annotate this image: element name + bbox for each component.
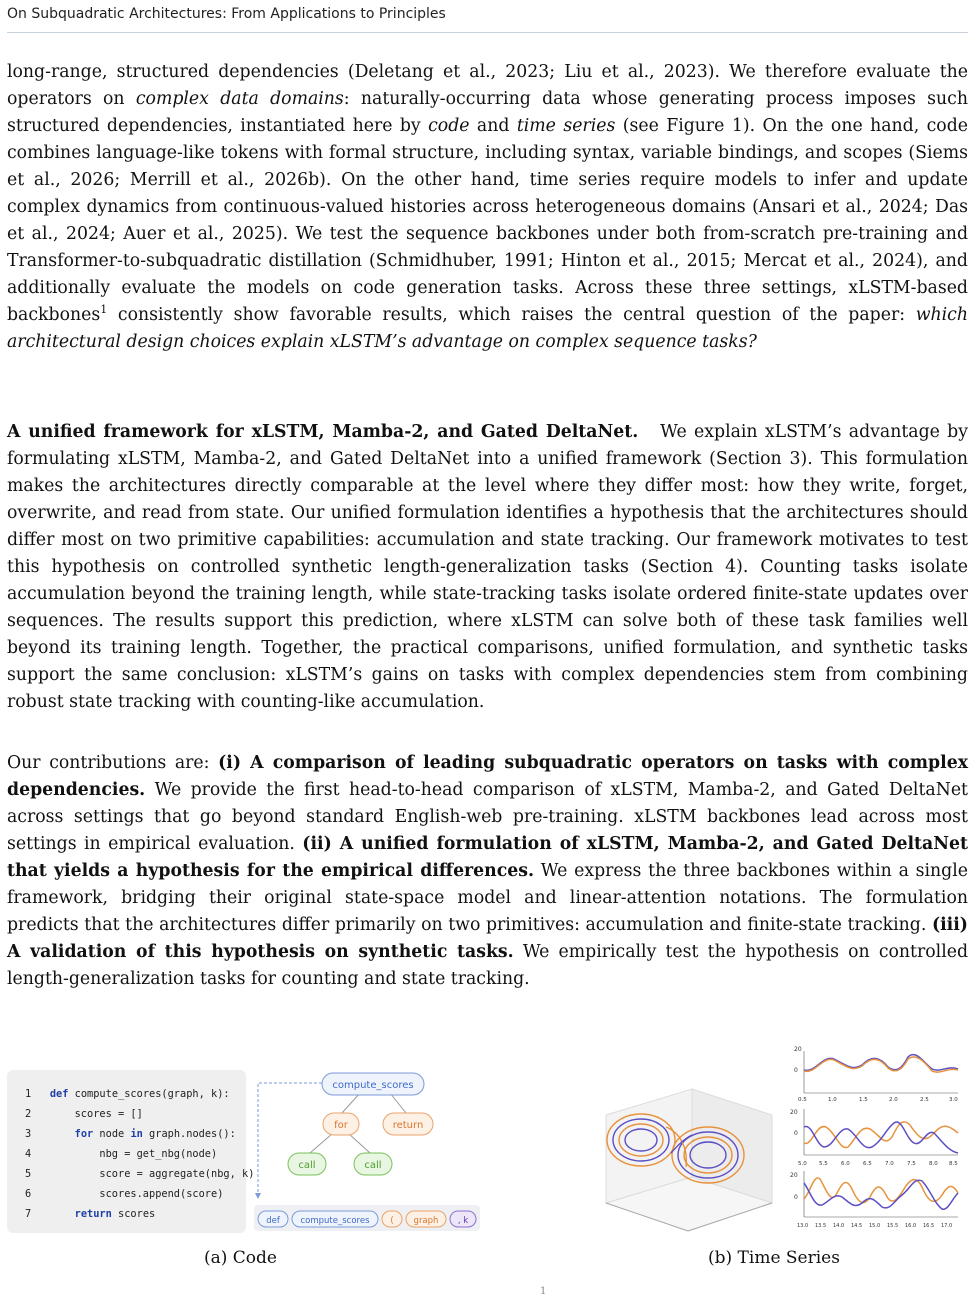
svg-text:13.0: 13.0 xyxy=(797,1223,809,1229)
svg-text:0: 0 xyxy=(794,1130,798,1137)
header-divider xyxy=(7,32,968,33)
code-line: 2 scores = [] xyxy=(25,1108,143,1120)
svg-text:7.0: 7.0 xyxy=(885,1161,894,1167)
svg-text:16.5: 16.5 xyxy=(923,1223,935,1229)
svg-text:def: def xyxy=(266,1216,280,1226)
attractor-3d-plot xyxy=(596,1075,782,1235)
tree-node-for xyxy=(323,1113,359,1135)
code-line: 3 for node in graph.nodes(): xyxy=(25,1128,236,1140)
token-paren xyxy=(382,1211,402,1227)
svg-text:8.5: 8.5 xyxy=(949,1161,958,1167)
code-line: 6 scores.append(score) xyxy=(25,1188,224,1200)
svg-text:6.0: 6.0 xyxy=(841,1161,850,1167)
svg-text:1.0: 1.0 xyxy=(828,1097,837,1103)
svg-text:15.5: 15.5 xyxy=(887,1223,899,1229)
svg-text:20: 20 xyxy=(790,1109,798,1116)
svg-text:1.5: 1.5 xyxy=(859,1097,868,1103)
running-header: On Subquadratic Architectures: From Applications to Principles xyxy=(7,6,446,22)
svg-text:15.0: 15.0 xyxy=(869,1223,881,1229)
svg-text:5.0: 5.0 xyxy=(798,1161,807,1167)
tree-node-call xyxy=(288,1153,326,1175)
svg-text:14.0: 14.0 xyxy=(833,1223,845,1229)
paragraph-unified-framework: A unified framework for xLSTM, Mamba-2, and Gated DeltaNet. We explain xLSTM’s advantage by formulating xLSTM, Mamba-2, and Gated DeltaNet into a unified framework (Section 3). This formulation makes the architectures directly comparable at the level where they differ most: how they write, forget, overwrite, and read from state. Our unified formulation identifies a hypothesis that the architectures should differ most on two primitive capabilities: accumulation and state tracking. Our framework motivates to test this hypothesis on controlled synthetic length-generalization tasks (Section 4). Counting tasks isolate accumulation beyond the training length, while state-tracking tasks isolate ordered finite-state updates over sequences. The results support this prediction, where xLSTM can solve both of these task families well beyond its training length. Together, the practical comparisons, unified formulation, and synthetic tasks support the same conclusion: xLSTM’s gains on tasks with complex dependencies stem from combining robust state tracking with counting-like accumulation. xyxy=(7,422,968,712)
syntax-tree-diagram xyxy=(250,1065,485,1237)
footnote-marker: 1 xyxy=(100,303,108,317)
code-line: 7 return scores xyxy=(25,1208,156,1220)
svg-text:16.0: 16.0 xyxy=(905,1223,917,1229)
svg-text:20: 20 xyxy=(794,1046,802,1053)
time-series-panel xyxy=(790,1109,958,1167)
paragraph-contributions: Our contributions are: (i) A comparison of leading subquadratic operators on tasks with complex dependencies. We provide the first head-to-head comparison of xLSTM, Mamba-2, and Gated DeltaNet across settings that go beyond standard English-web pre-training. xLSTM backbones lead across most settings in empirical evaluation. (ii) A unified formulation of xLSTM, Mamba-2, and Gated DeltaNet that yields a hypothesis for the empirical differences. We express the three backbones within a single framework, bridging their original state-space model and linear-attention notations. The formulation predicts that the architectures differ primarily on two primitives: accumulation and finite-state tracking. (iii) A validation of this hypothesis on synthetic tasks. We empirically test the hypothesis on controlled length-generalization tasks for counting and state tracking. xyxy=(7,753,969,989)
page-number: 1 xyxy=(540,1286,547,1297)
svg-text:0: 0 xyxy=(794,1067,798,1074)
svg-text:graph: graph xyxy=(413,1216,439,1226)
svg-text:return: return xyxy=(392,1120,424,1131)
token-compute-scores xyxy=(292,1211,378,1227)
svg-text:20: 20 xyxy=(790,1172,798,1179)
figure-1 xyxy=(0,1043,976,1273)
time-series-panel xyxy=(790,1171,958,1229)
code-line: 4 nbg = get_nbg(node) xyxy=(25,1148,218,1160)
svg-text:0.5: 0.5 xyxy=(798,1097,807,1103)
svg-text:call: call xyxy=(298,1160,316,1171)
paragraph-heading: A unified framework for xLSTM, Mamba-2, and Gated DeltaNet. xyxy=(7,422,639,442)
svg-text:0: 0 xyxy=(794,1194,798,1201)
svg-text:6.5: 6.5 xyxy=(863,1161,872,1167)
tree-node-root xyxy=(322,1073,424,1095)
svg-text:8.0: 8.0 xyxy=(929,1161,938,1167)
code-line: 5 score = aggregate(nbg, k) xyxy=(25,1168,255,1180)
svg-text:3.0: 3.0 xyxy=(949,1097,958,1103)
time-series-panels xyxy=(786,1043,966,1235)
svg-text:17.0: 17.0 xyxy=(941,1223,953,1229)
svg-text:compute_scores: compute_scores xyxy=(300,1216,370,1226)
caption-code: (a) Code xyxy=(204,1248,277,1268)
svg-text:compute_scores: compute_scores xyxy=(332,1080,414,1091)
token-graph xyxy=(406,1211,446,1227)
svg-text:for: for xyxy=(334,1120,348,1131)
token-k xyxy=(450,1211,476,1227)
svg-text:, k: , k xyxy=(457,1216,469,1226)
svg-text:7.5: 7.5 xyxy=(907,1161,916,1167)
token-def xyxy=(258,1211,288,1227)
tree-node-return xyxy=(383,1113,433,1135)
svg-text:13.5: 13.5 xyxy=(815,1223,827,1229)
svg-text:(: ( xyxy=(390,1216,394,1226)
tree-node-call xyxy=(354,1153,392,1175)
svg-text:5.5: 5.5 xyxy=(819,1161,828,1167)
caption-time-series: (b) Time Series xyxy=(708,1248,840,1268)
svg-text:2.5: 2.5 xyxy=(920,1097,929,1103)
time-series-panel xyxy=(794,1046,958,1103)
svg-text:call: call xyxy=(364,1160,382,1171)
code-line: 1 def compute_scores(graph, k): xyxy=(25,1088,230,1100)
code-snippet xyxy=(7,1070,255,1233)
paragraph-intro: long-range, structured dependencies (Deletang et al., 2023; Liu et al., 2023). We therefore evaluate the operators on complex data domains: naturally-occurring data whose generating process imposes such structured dependencies, instantiated here by code and time series (see Figure 1). On the one hand, code combines language-like tokens with formal structure, including syntax, variable bindings, and scopes (Siems et al., 2026; Merrill et al., 2026b). On the other hand, time series require models to infer and update complex dynamics from continuous-valued histories across heterogeneous domains (Ansari et al., 2024; Das et al., 2024; Auer et al., 2025). We test the sequence backbones under both from-scratch pre-training and Transformer-to-subquadratic distillation (Schmidhuber, 1991; Hinton et al., 2015; Mercat et al., 2024), and additionally evaluate the models on code generation tasks. Across these three settings, xLSTM-based backbones$^1$ consistently show favorable results, which raises the central question of the paper: which architectural design choices explain xLSTM’s advantage on complex sequence tasks? xyxy=(7,62,968,352)
svg-text:14.5: 14.5 xyxy=(851,1223,863,1229)
svg-text:2.0: 2.0 xyxy=(889,1097,898,1103)
